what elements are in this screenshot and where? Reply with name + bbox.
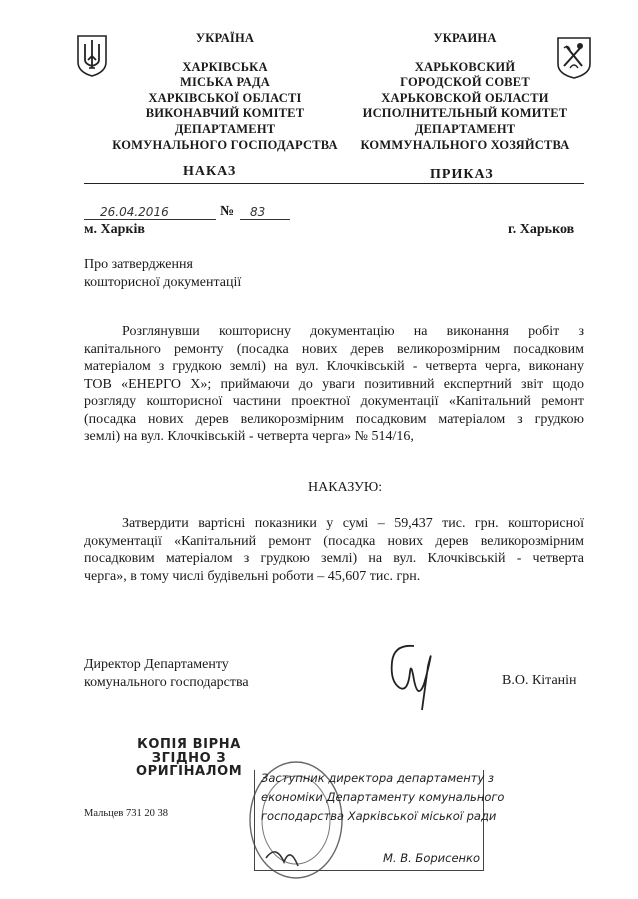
org-line: ХАРКІВСЬКОЇ ОБЛАСТІ [148, 90, 302, 105]
org-line: МІСЬКА РАДА [179, 75, 271, 90]
subject-line: Про затвердження [84, 257, 193, 272]
preamble-line: капітального ремонту (посадка нових дерев великорозмірним посадковим [84, 341, 584, 357]
city-ua: м. Харків [84, 222, 145, 237]
handwritten-signature [384, 640, 444, 712]
certification-line: Заступник директора департаменту з [261, 771, 495, 785]
date-number-line [84, 204, 350, 222]
org-line: ХАРКІВСЬКА [182, 59, 268, 74]
org-line: ГОРОДСКОЙ СОВЕТ [400, 75, 530, 90]
certification-line: господарства Харківської міської ради [261, 809, 497, 823]
document-number: 83 [250, 205, 266, 219]
copy-stamp-line: ОРИГІНАЛОМ [136, 764, 243, 779]
org-line: КОММУНАЛЬНОГО ХОЗЯЙСТВА [360, 137, 570, 152]
order-paragraph [84, 515, 584, 585]
preamble-line: Розглянувши кошторисну документацію на виконання робіт з [122, 324, 584, 339]
header-separator [84, 183, 584, 184]
org-line: КОМУНАЛЬНОГО ГОСПОДАРСТВА [112, 137, 338, 152]
org-line: ХАРЬКОВСКИЙ [414, 59, 516, 74]
signatory-title [84, 656, 249, 691]
country-ru: УКРАИНА [433, 31, 497, 45]
header-right [340, 31, 590, 153]
org-line: ВИКОНАВЧИЙ КОМІТЕТ [145, 106, 305, 121]
subject-line: кошторисної документації [84, 274, 242, 290]
country-ua: УКРАЇНА [195, 31, 255, 45]
preamble-paragraph [84, 323, 584, 446]
order-word: НАКАЗУЮ: [308, 480, 383, 495]
org-line: ДЕПАРТАМЕНТ [174, 121, 276, 136]
number-underline [240, 219, 290, 220]
document-date: 26.04.2016 [100, 205, 169, 219]
certification-stamp [254, 770, 505, 871]
header-left [80, 31, 370, 153]
date-underline [84, 219, 216, 220]
doc-type-ua: НАКАЗ [183, 164, 237, 179]
subject [84, 256, 241, 291]
order-line: документації «Капітальний ремонт (посадка нових дерев великорозмірним [84, 533, 584, 549]
preamble-line: розгляду кошторисної частини проектної документації «Капітальний ремонт [84, 394, 584, 409]
org-line: ДЕПАРТАМЕНТ [414, 121, 516, 136]
doc-type-ru: ПРИКАЗ [430, 167, 494, 182]
signatory-title-line: Директор Департаменту [84, 657, 229, 672]
org-line: ИСПОЛНИТЕЛЬНЫЙ КОМИТЕТ [362, 106, 568, 121]
copy-stamp-line: КОПІЯ ВІРНА [137, 737, 241, 752]
executor-contact: Мальцев 731 20 38 [84, 808, 168, 819]
copy-stamp-line: ЗГІДНО З [151, 750, 227, 766]
signatory-name: В.О. Кітанін [502, 673, 577, 688]
preamble-line: ТОВ «ЕНЕРГО Х»; приймаючи до уваги позитивний експертний звіт щодо [84, 376, 584, 392]
preamble-line: (посадка нових дерев великорозмірним посадковим матеріалом з грудкою [84, 411, 584, 427]
preamble-line: землі) на вул. Клочківській - четверта черга» № 514/16, [84, 429, 414, 444]
copy-stamp [136, 738, 242, 779]
order-line: Затвердити вартісні показники у сумі – 59,437 тис. грн. кошторисної [122, 516, 584, 531]
order-line: черга», в тому числі будівельні роботи – 45,607 тис. грн. [84, 568, 421, 584]
signatory-title-line: комунального господарства [84, 674, 249, 690]
preamble-line: матеріалом з грудкою землі) на вул. Клочківській - четверта черга, виконану [84, 359, 584, 374]
number-label: № [220, 204, 235, 219]
certification-line: економіки Департаменту комунального [261, 790, 505, 804]
order-line: посадковим матеріалом з грудкою землі) на вул. Клочківській - четверта [84, 551, 584, 566]
org-line: ХАРЬКОВСКОЙ ОБЛАСТИ [381, 90, 549, 105]
certification-name: М. В. Борисенко [383, 851, 481, 865]
city-ru: г. Харьков [508, 222, 575, 237]
